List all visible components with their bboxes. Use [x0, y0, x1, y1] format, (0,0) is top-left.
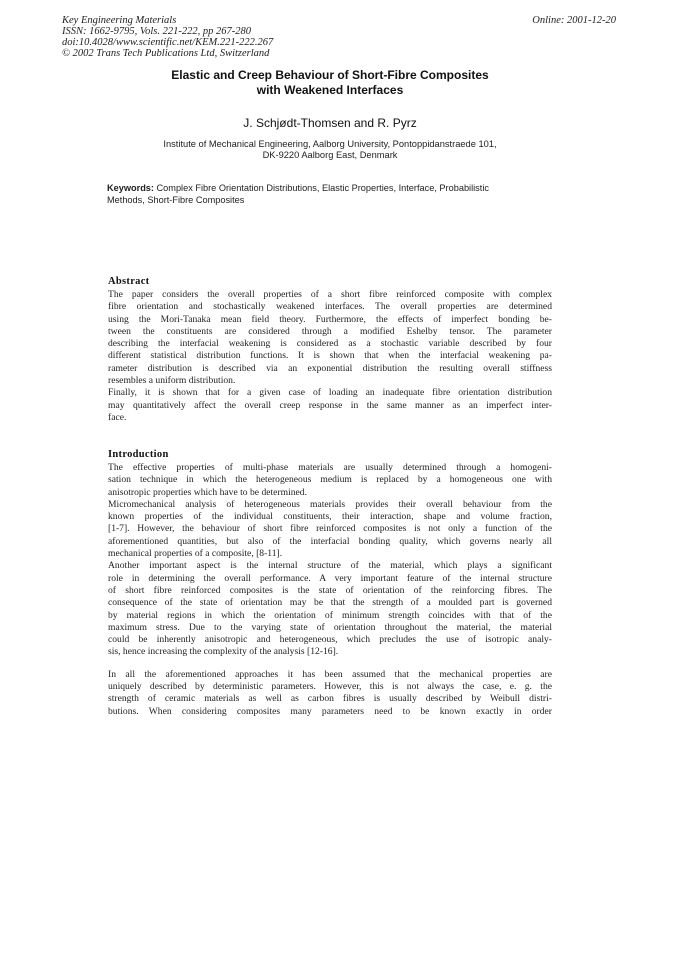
abstract-line: using the Mori-Tanaka mean field theory. Furthermore, the effects of imperfect bonding be- [108, 313, 552, 325]
keywords [107, 182, 552, 206]
journal-header [62, 15, 362, 59]
abstract-line: The paper considers the overall properties of a short fibre reinforced composite with complex [108, 289, 552, 300]
abstract-line: may quantitatively affect the overall creep response in the same manner as an imperfect inter- [108, 399, 552, 411]
intro-line: by material regions in which the orientation of minimum strength coincides with that of the [108, 609, 552, 621]
intro-line: maximum stress. Due to the varying state of orientation throughout the material, the material [108, 621, 552, 633]
intro-line: strength of ceramic materials as well as carbon fibres is usually described by Weibull distri- [108, 693, 552, 705]
paper-title [130, 68, 530, 98]
doi-line: doi:10.4028/www.scientific.net/KEM.221-222.267 [62, 37, 274, 48]
intro-line: could be inherently anisotropic and heterogeneous, which precludes the use of isotropic analy- [108, 634, 552, 646]
intro-line: aforementioned quantities, but also of the interfacial bonding quality, which governs nearly all [108, 535, 552, 547]
intro-line: sis, hence increasing the complexity of the analysis [12-16]. [108, 646, 339, 658]
intro-line: The effective properties of multi-phase materials are usually determined through a homogeni- [108, 462, 552, 473]
abstract-line: fibre orientation and stochastically weakened interfaces. The overall properties are determined [108, 301, 552, 313]
intro-line: sation technique in which the heterogeneous medium is replaced by a homogeneous one with [108, 474, 552, 486]
intro-line: In all the aforementioned approaches it has been assumed that the mechanical properties are [108, 668, 552, 680]
authors: J. Schjødt-Thomsen and R. Pyrz [243, 116, 417, 130]
affiliation-line: DK-9220 Aalborg East, Denmark [262, 150, 398, 160]
intro-line: Micromechanical analysis of heterogeneous materials provides their overall behaviour from the [108, 498, 552, 510]
online-date: Online: 2001-12-20 [532, 15, 616, 26]
title-line: Elastic and Creep Behaviour of Short-Fibre Composites [171, 68, 489, 82]
intro-line: anisotropic properties which have to be determined. [108, 486, 308, 498]
keywords-text: Methods, Short-Fibre Composites [107, 195, 245, 205]
keywords-text: Complex Fibre Orientation Distributions, Elastic Properties, Interface, Probabilistic [156, 183, 489, 193]
abstract-body [108, 289, 552, 424]
abstract-line: describing the interfacial weakening is considered as a stochastic variable described by four [108, 338, 552, 350]
introduction-heading: Introduction [108, 449, 169, 460]
intro-line: consequence of the state of orientation may be that the strength of a moulded part is governed [108, 597, 552, 609]
introduction-body [108, 462, 552, 659]
introduction-paragraph-2 [108, 669, 552, 718]
intro-line: of short fibre reinforced composites is the state of orientation of the reinforcing fibres. The [108, 584, 552, 596]
introduction-section [108, 449, 552, 718]
abstract-line: different statistical distribution functions. It is shown that when the interfacial weakening pa- [108, 350, 552, 362]
abstract-line: rameter distribution is described via an exponential distribution the resulting overall stiffness [108, 362, 552, 374]
intro-line: uniquely described by deterministic parameters. However, this is not always the case, e. g. the [108, 681, 552, 693]
copyright-line: © 2002 Trans Tech Publications Ltd, Switzerland [62, 48, 270, 59]
intro-line: Another important aspect is the internal structure of the material, which plays a significant [108, 560, 552, 572]
abstract-section [108, 276, 552, 424]
abstract-line: face. [108, 411, 127, 423]
title-line: with Weakened Interfaces [256, 83, 404, 97]
keywords-label: Keywords: [107, 183, 154, 193]
abstract-line: Finally, it is shown that for a given case of loading an inadequate fibre orientation distribution [108, 387, 552, 399]
abstract-line: resembles a uniform distribution. [108, 375, 236, 387]
journal-name: Key Engineering Materials [62, 15, 177, 26]
intro-line: butions. When considering composites many parameters need to be known exactly in order [108, 705, 552, 717]
intro-line: mechanical properties of a composite, [8-11]. [108, 548, 283, 560]
abstract-heading: Abstract [108, 276, 150, 287]
intro-line: [1-7]. However, the behaviour of short fibre reinforced composites is not only a function of the [108, 523, 552, 535]
intro-line: known properties of the individual constituents, their interaction, shape and volume fraction, [108, 511, 552, 523]
affiliation-line: Institute of Mechanical Engineering, Aalborg University, Pontoppidanstraede 101, [163, 139, 497, 149]
affiliation [110, 139, 550, 161]
intro-line: role in determining the overall performance. A very important feature of the internal structure [108, 572, 552, 584]
abstract-line: tween the constituents are considered through a modified Eshelby tensor. The parameter [108, 325, 552, 337]
issn-line: ISSN: 1662-9795, Vols. 221-222, pp 267-280 [62, 26, 251, 37]
